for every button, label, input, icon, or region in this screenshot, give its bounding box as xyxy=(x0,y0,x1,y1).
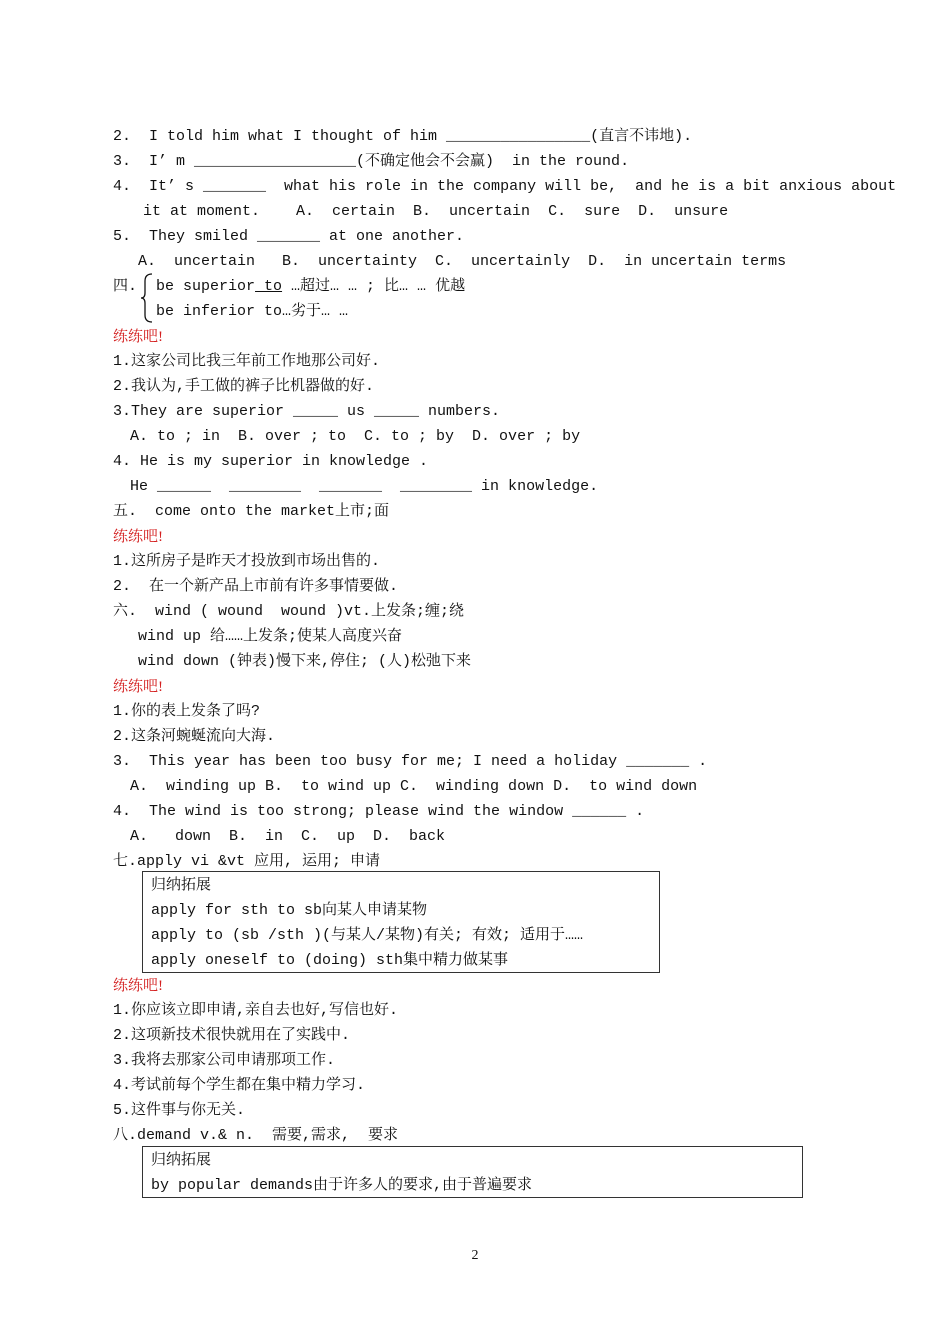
practice-heading: 练练吧! xyxy=(113,978,163,994)
practice-item: 2.我认为,手工做的裤子比机器做的好. xyxy=(113,378,375,395)
box-line: 归纳拓展 xyxy=(151,877,212,894)
practice-item: 1.这所房子是昨天才投放到市场出售的. xyxy=(113,553,381,570)
practice-heading: 练练吧! xyxy=(113,329,163,345)
practice-item: 3.我将去那家公司申请那项工作. xyxy=(113,1052,336,1069)
question-2: 2. I told him what I thought of him ________________(直言不讳地). xyxy=(113,128,693,145)
practice-heading: 练练吧! xyxy=(113,679,163,695)
practice-item: 3.They are superior _____ us _____ numbers. xyxy=(113,403,501,420)
section-6-wind-up: wind up 给……上发条;使某人高度兴奋 xyxy=(138,628,403,645)
section-6-wind-down: wind down (钟表)慢下来,停住; (人)松弛下来 xyxy=(138,653,472,670)
box-line: by popular demands由于许多人的要求,由于普遍要求 xyxy=(151,1177,533,1194)
practice-options: A. down B. in C. up D. back xyxy=(130,828,446,845)
practice-options: A. to ; in B. over ; to C. to ; by D. over ; by xyxy=(130,428,581,445)
practice-item: 1.你应该立即申请,亲自去也好,写信也好. xyxy=(113,1002,399,1019)
question-3: 3. I’ m __________________(不确定他会不会赢) in the round. xyxy=(113,153,630,170)
page-number: 2 xyxy=(471,1248,479,1263)
practice-item: 4.考试前每个学生都在集中精力学习. xyxy=(113,1077,366,1094)
practice-item: 2.这项新技术很快就用在了实践中. xyxy=(113,1027,351,1044)
section-7-heading: 七.apply vi &vt 应用, 运用; 申请 xyxy=(113,853,381,870)
question-5: 5. They smiled _______ at one another. xyxy=(113,228,465,245)
practice-item: 1.你的表上发条了吗? xyxy=(113,703,261,720)
practice-item: 4. The wind is too strong; please wind the window ______ . xyxy=(113,803,645,820)
box-line: apply to (sb /sth )(与某人/某物)有关; 有效; 适用于…… xyxy=(151,927,584,944)
practice-item: 5.这件事与你无关. xyxy=(113,1102,246,1119)
practice-item: 2. 在一个新产品上市前有许多事情要做. xyxy=(113,578,399,595)
practice-options: A. winding up B. to wind up C. winding down D. to wind down xyxy=(130,778,698,795)
section-4-inferior: be inferior to…劣于… … xyxy=(156,303,349,320)
section-6-heading: 六. wind ( wound wound )vt.上发条;缠;绕 xyxy=(113,603,465,620)
curly-brace-icon xyxy=(140,273,154,323)
section-4-superior: be superior to …超过… … ; 比… … 优越 xyxy=(156,278,466,295)
section-4-number: 四. xyxy=(113,278,138,295)
practice-item: 1.这家公司比我三年前工作地那公司好. xyxy=(113,353,381,370)
practice-item: 2.这条河蜿蜒流向大海. xyxy=(113,728,276,745)
box-line: 归纳拓展 xyxy=(151,1152,212,1169)
practice-item: 3. This year has been too busy for me; I need a holiday _______ . xyxy=(113,753,708,770)
summary-box-demand xyxy=(142,1146,803,1198)
practice-item: 4. He is my superior in knowledge . xyxy=(113,453,429,470)
practice-blanks: He ______ ________ _______ ________ in knowledge. xyxy=(130,478,599,495)
section-8-heading: 八.demand v.& n. 需要,需求, 要求 xyxy=(113,1127,399,1144)
practice-heading: 练练吧! xyxy=(113,529,163,545)
summary-box-apply xyxy=(142,871,660,973)
box-line: apply for sth to sb向某人申请某物 xyxy=(151,902,428,919)
question-5-options: A. uncertain B. uncertainty C. uncertainly D. in uncertain terms xyxy=(138,253,787,270)
section-5-heading: 五. come onto the market上市;面 xyxy=(113,503,390,520)
box-line: apply oneself to (doing) sth集中精力做某事 xyxy=(151,952,509,969)
question-4-options: it at moment. A. certain B. uncertain C. sure D. unsure xyxy=(143,203,729,220)
question-4: 4. It’ s _______ what his role in the company will be, and he is a bit anxious about xyxy=(113,178,897,195)
